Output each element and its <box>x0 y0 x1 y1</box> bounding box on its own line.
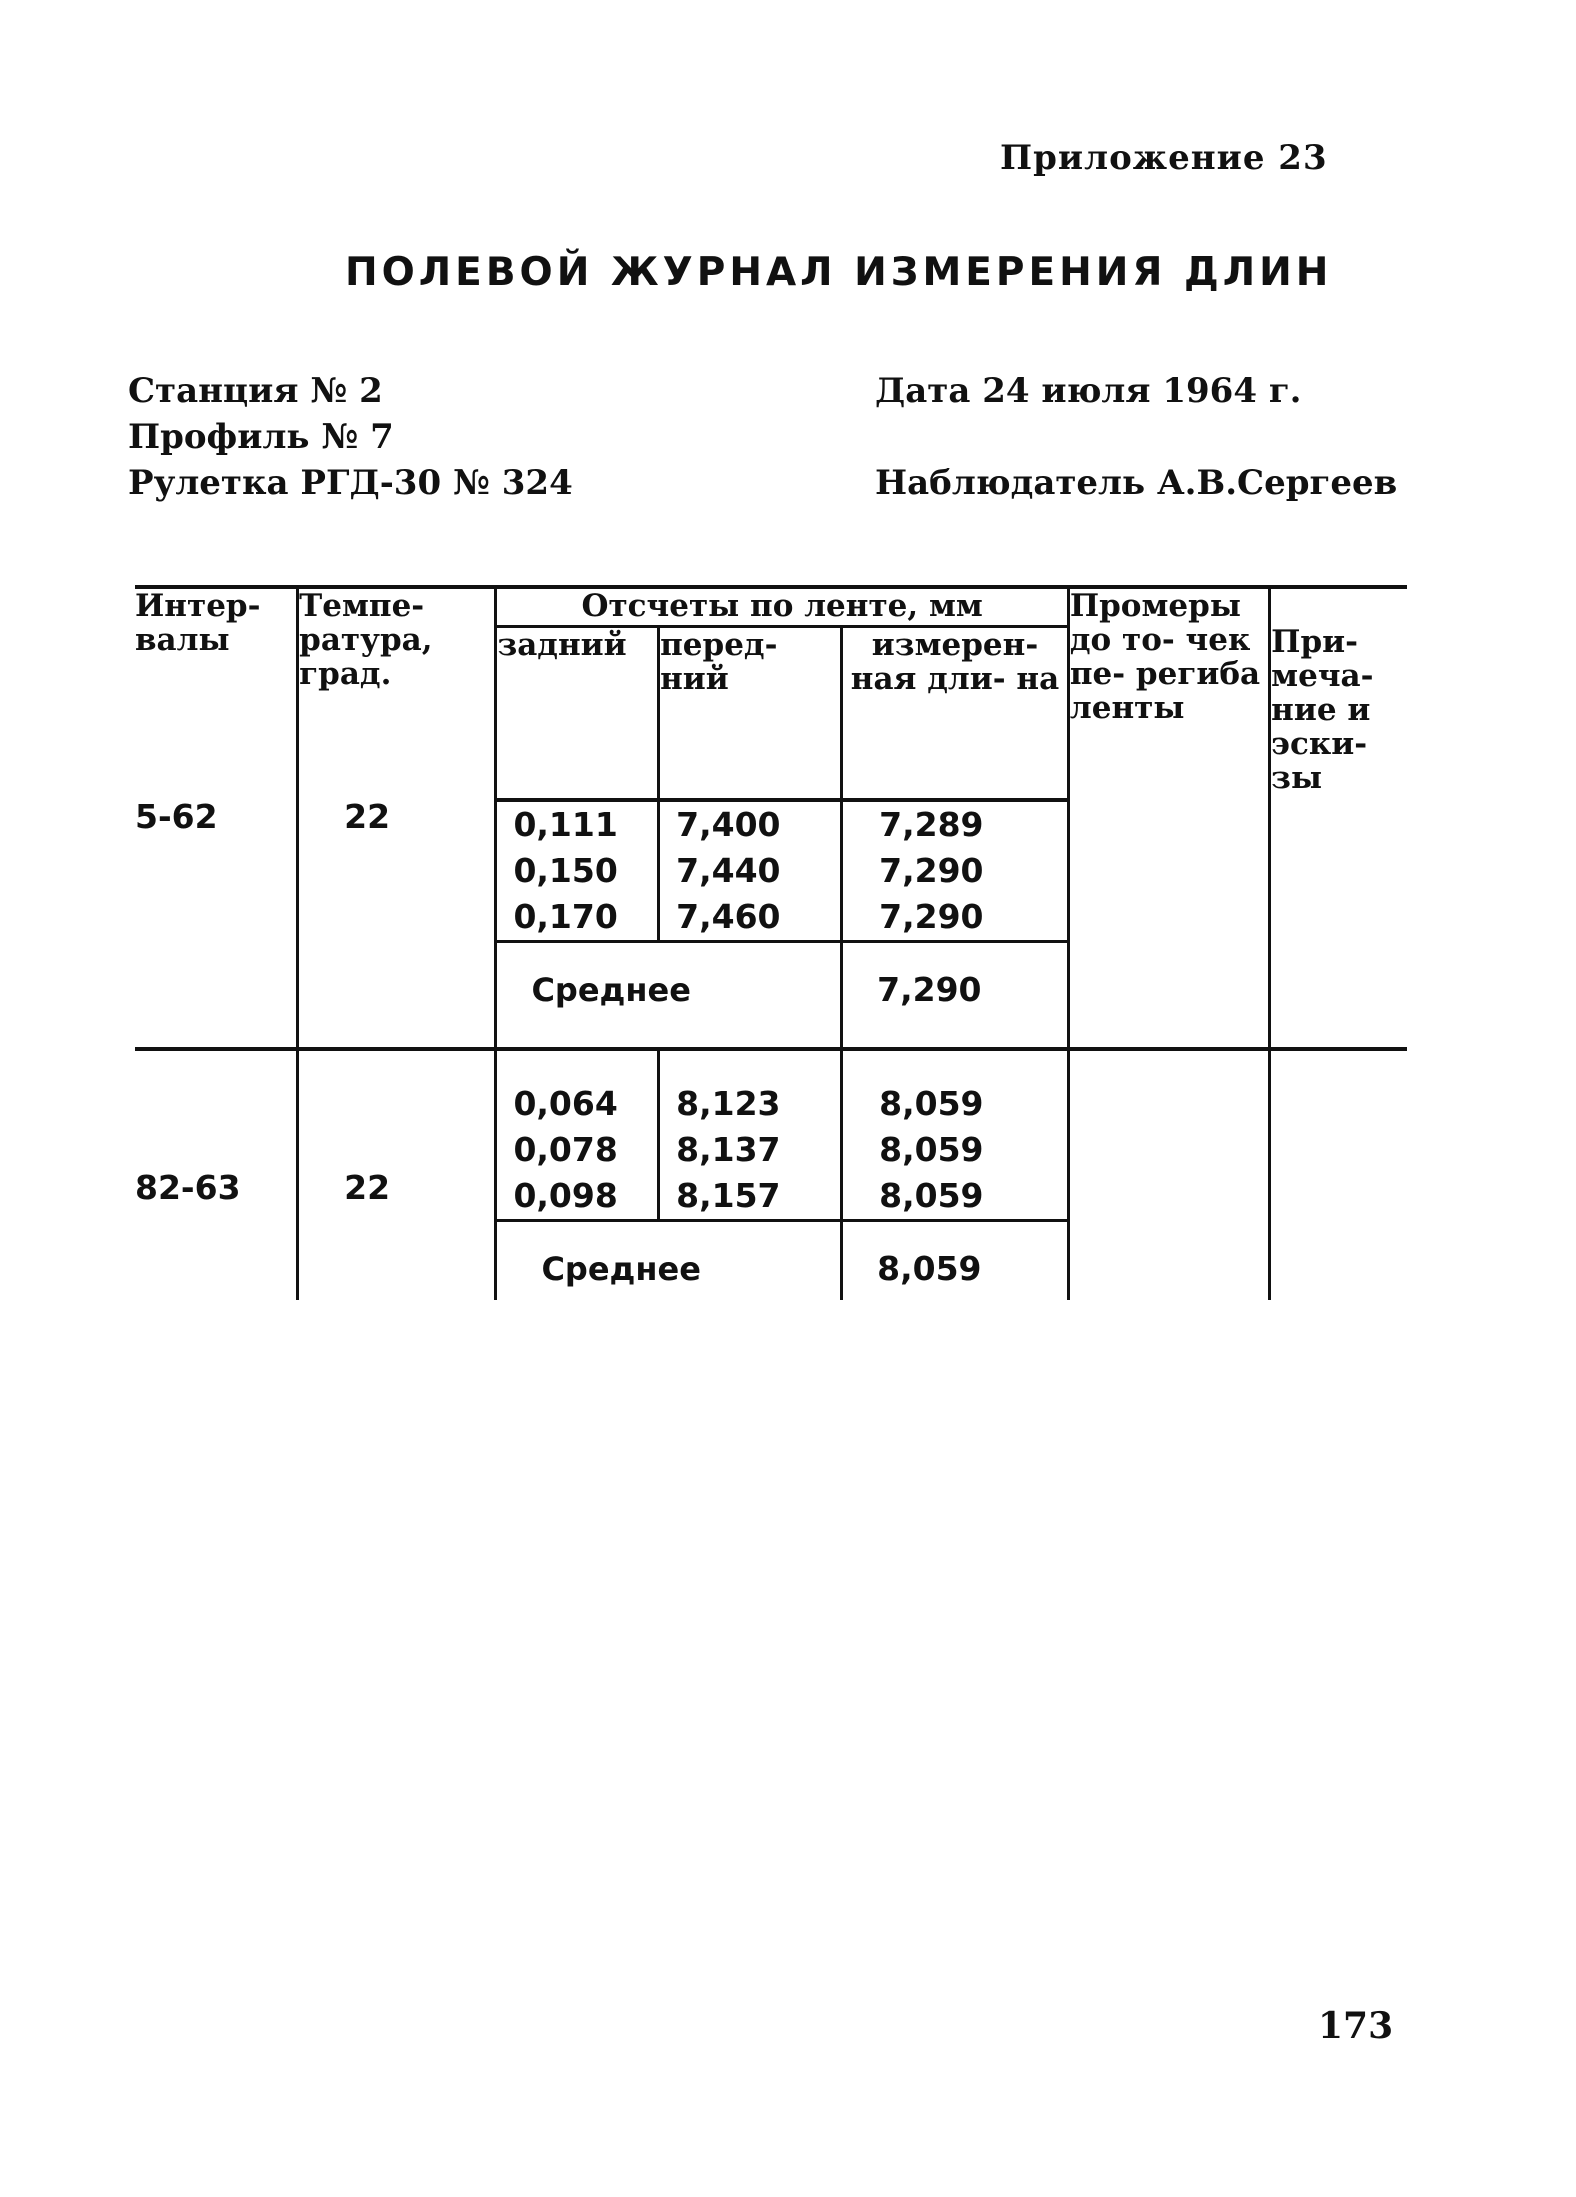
average-label: Среднее <box>496 942 842 1050</box>
measured-lengths-cell <box>842 800 1069 942</box>
temperature-cell: 22 <box>298 800 496 1049</box>
date: Дата 24 июля 1964 г. <box>875 371 1302 411</box>
front-reading: 7,440 <box>676 851 781 890</box>
rear-reading: 0,111 <box>513 805 618 844</box>
table-row <box>135 800 1407 942</box>
front-readings-cell <box>659 1049 842 1221</box>
rear-reading: 0,150 <box>513 851 618 890</box>
average-value: 8,059 <box>842 1221 1069 1301</box>
front-reading: 7,400 <box>676 805 781 844</box>
header-measured: измерен- ная дли- на <box>842 627 1069 801</box>
meta-left <box>128 368 573 506</box>
header-notes: При- меча- ние и эски- зы <box>1270 587 1407 800</box>
notes-cell <box>1270 800 1407 1049</box>
page-title: ПОЛЕВОЙ ЖУРНАЛ ИЗМЕРЕНИЯ ДЛИН <box>345 250 1333 295</box>
header-readings-group: Отсчеты по ленте, мм <box>496 587 1068 627</box>
bend-cell <box>1068 800 1269 1049</box>
front-reading: 8,137 <box>676 1130 781 1169</box>
rear-reading: 0,170 <box>513 897 618 936</box>
front-reading: 8,157 <box>676 1176 781 1215</box>
notes-cell <box>1270 1049 1407 1300</box>
measured-length: 7,289 <box>879 805 984 844</box>
observer: Наблюдатель А.В.Сергеев <box>875 463 1398 503</box>
header-front: перед- ний <box>659 627 842 801</box>
average-label: Среднее <box>496 1221 842 1301</box>
rear-readings-cell <box>496 1049 659 1221</box>
header-bend-points: Промеры до то- чек пе- региба ленты <box>1068 587 1269 800</box>
appendix-label: Приложение 23 <box>1000 138 1328 178</box>
rear-readings-cell <box>496 800 659 942</box>
table-row <box>135 1049 1407 1221</box>
measured-length: 8,059 <box>879 1176 984 1215</box>
meta-right <box>875 368 1397 506</box>
header-rear: задний <box>496 627 659 801</box>
measured-length: 8,059 <box>879 1130 984 1169</box>
average-value: 7,290 <box>842 942 1069 1050</box>
header-intervals: Интер- валы <box>135 587 298 800</box>
tape-info: Рулетка РГД-30 № 324 <box>128 463 573 503</box>
interval-cell: 82-63 <box>135 1049 298 1300</box>
measured-length: 7,290 <box>879 897 984 936</box>
page-number: 173 <box>1318 2005 1394 2047</box>
header-temperature: Темпе- ратура, град. <box>298 587 496 800</box>
front-reading: 8,123 <box>676 1084 781 1123</box>
measurement-table <box>135 585 1407 1300</box>
rear-reading: 0,064 <box>513 1084 618 1123</box>
profile-number: Профиль № 7 <box>128 417 394 457</box>
measured-lengths-cell <box>842 1049 1069 1221</box>
front-reading: 7,460 <box>676 897 781 936</box>
temperature-cell: 22 <box>298 1049 496 1300</box>
measured-length: 8,059 <box>879 1084 984 1123</box>
front-readings-cell <box>659 800 842 942</box>
rear-reading: 0,078 <box>513 1130 618 1169</box>
measured-length: 7,290 <box>879 851 984 890</box>
interval-cell: 5-62 <box>135 800 298 1049</box>
station-number: Станция № 2 <box>128 371 383 411</box>
bend-cell <box>1068 1049 1269 1300</box>
rear-reading: 0,098 <box>513 1176 618 1215</box>
